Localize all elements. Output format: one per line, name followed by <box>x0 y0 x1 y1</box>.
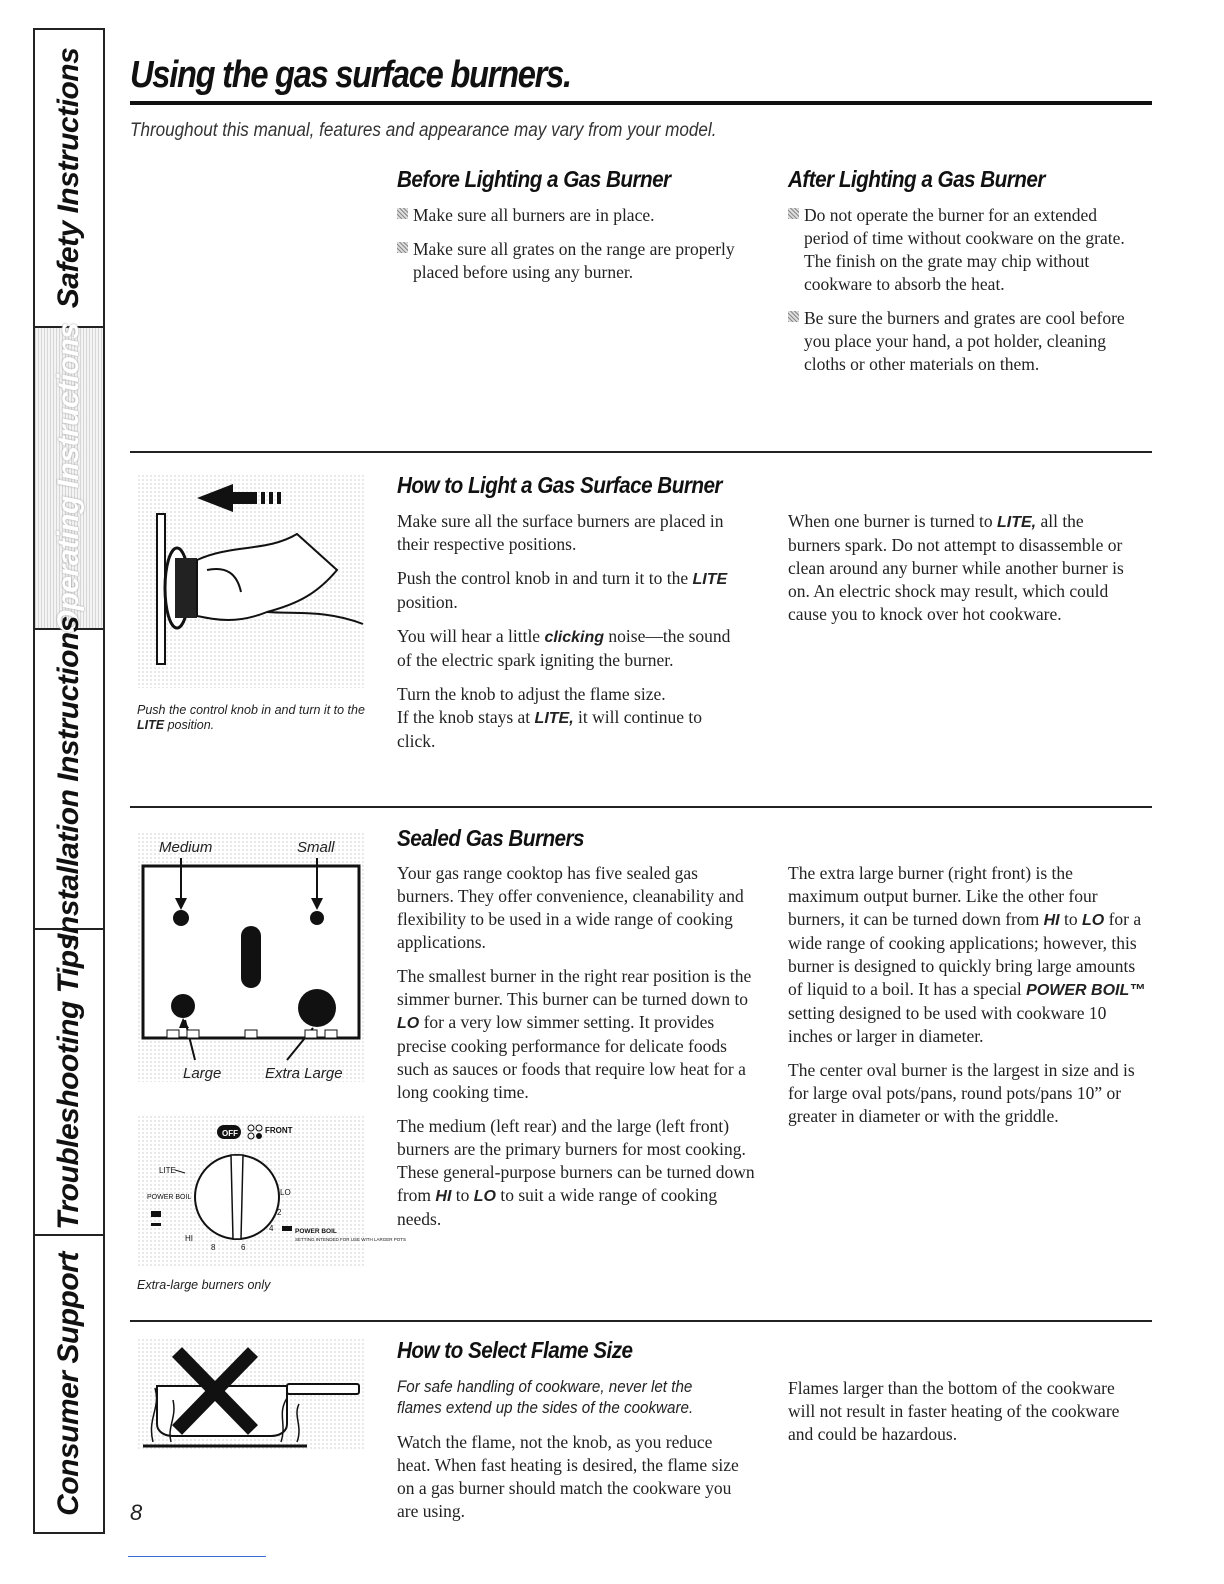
section-divider <box>130 451 1152 453</box>
bullet-text: Make sure all grates on the range are properly placed before using any burner. <box>413 239 735 282</box>
flame-heading: How to Select Flame Size <box>397 1337 633 1363</box>
pan-flame-icon <box>137 1338 365 1450</box>
tab-consumer-support[interactable] <box>35 1236 103 1532</box>
knob-note: SETTING INTENDED FOR USE WITH LARGER POTS <box>295 1237 407 1242</box>
burner-layout-diagram <box>137 832 365 1082</box>
knob-power-boil-label: POWER BOIL <box>147 1194 192 1201</box>
section-divider <box>130 806 1152 808</box>
bullet-icon <box>788 311 799 322</box>
knob-4-label: 4 <box>269 1224 274 1233</box>
sealed-caption: Extra-large burners only <box>137 1278 271 1292</box>
bullet-text: Do not operate the burner for an extended period of time without cookware on the grate. The finish on the grate may chip without cookware to absorb the heat. <box>804 205 1125 294</box>
tab-label: Safety Instructions <box>52 47 85 309</box>
knob-push-illustration <box>137 474 365 688</box>
page-title: Using the gas surface burners. <box>130 54 571 96</box>
knob-power-boil-right: POWER BOIL <box>295 1228 337 1235</box>
sealed-heading: Sealed Gas Burners <box>397 825 585 851</box>
tab-installation-instructions[interactable] <box>35 616 103 942</box>
page-number: 8 <box>130 1500 143 1525</box>
knob-lite-label: LITE <box>159 1166 176 1175</box>
paragraph: The extra large burner (right front) is the maximum output burner. Like the other four burners, it can be turned down from HI to LO for a wide range of cooking applications; however, this burner is designed to quickly bring large amounts of liquid to a boil. It has a special POWER BOIL™ setting designed to be used with cookware 10 inches or larger in diameter. <box>788 863 1146 1046</box>
footer-line <box>128 1556 266 1557</box>
paragraph: Turn the knob to adjust the flame size. If the knob stays at LITE, it will continue to click. <box>397 684 702 751</box>
section-tabs <box>33 28 105 1534</box>
section-divider <box>130 1320 1152 1322</box>
after-list <box>788 204 1133 387</box>
knob-6-label: 6 <box>241 1243 246 1252</box>
label-medium: Medium <box>159 839 213 856</box>
after-heading: After Lighting a Gas Burner <box>788 166 1045 192</box>
knob-off-label: OFF <box>222 1129 238 1138</box>
bullet-icon <box>397 242 408 253</box>
bullet-text: Be sure the burners and grates are cool before you place your hand, a pot holder, cleaning cloths or other materials on them. <box>804 308 1125 374</box>
label-large: Large <box>183 1065 222 1082</box>
knob-dial-icon <box>137 1115 407 1267</box>
knob-hi-label: HI <box>185 1234 193 1243</box>
light-right-body <box>788 510 1128 637</box>
cooktop-diagram <box>137 832 365 1082</box>
sealed-body <box>397 862 757 1242</box>
flame-right-text: Flames larger than the bottom of the cookware will not result in faster heating of the cookware and could be hazardous. <box>788 1378 1120 1444</box>
paragraph: Your gas range cooktop has five sealed gas burners. They offer convenience, cleanability and flexibility to be used in a wide range of cooking applications. <box>397 863 744 952</box>
light-heading: How to Light a Gas Surface Burner <box>397 472 722 498</box>
knob-8-label: 8 <box>211 1243 216 1252</box>
paragraph: The medium (left rear) and the large (left front) burners are the primary burners for most cooking. These general-purpose burners can be turned down from HI to LO to suit a wide range of cooking needs. <box>397 1116 755 1229</box>
knob-lo-label: LO <box>280 1188 291 1197</box>
paragraph: The center oval burner is the largest in size and is for large oval pots/pans, round pots/pans 10” or greater in diameter or with the griddle. <box>788 1060 1135 1126</box>
paragraph: When one burner is turned to LITE, all the burners spark. Do not attempt to disassemble or clean around any burner while another burner is on. An electric shock may result, which could cause you to knock over hot cookware. <box>788 511 1124 624</box>
tab-troubleshooting-tips[interactable] <box>35 930 103 1236</box>
label-extra-large: Extra Large <box>265 1065 343 1082</box>
tab-operating-instructions[interactable] <box>35 322 103 634</box>
page-subtitle: Throughout this manual, features and appearance may vary from your model. <box>130 120 717 141</box>
paragraph: Make sure all the surface burners are placed in their respective positions. <box>397 511 724 554</box>
flame-body <box>397 1377 767 1523</box>
flame-size-illustration <box>137 1338 365 1450</box>
tab-label: Consumer Support <box>52 1252 85 1516</box>
list-item <box>397 204 767 227</box>
paragraph: You will hear a little clicking noise—the sound of the electric spark igniting the burner. <box>397 626 731 670</box>
label-small: Small <box>297 839 335 856</box>
tab-label: Operating Instructions <box>52 322 85 634</box>
paragraph: The smallest burner in the right rear position is the simmer burner. This burner can be turned down to LO for a very low simmer setting. It provides precise cooking performance for delicate foods such as sauces or foods that require low heat for a long cooking time. <box>397 966 752 1102</box>
tab-safety-instructions[interactable] <box>35 30 103 328</box>
flame-caption: For safe handling of cookware, never let the flames extend up the sides of the cookware. <box>397 1378 694 1417</box>
light-body <box>397 510 742 764</box>
before-heading: Before Lighting a Gas Burner <box>397 166 671 192</box>
paragraph: Watch the flame, not the knob, as you reduce heat. When fast heating is desired, the flame size on a gas burner should match the cookware you are using. <box>397 1432 739 1521</box>
bullet-text: Make sure all burners are in place. <box>413 205 655 225</box>
knob-front-label: FRONT <box>265 1126 293 1135</box>
control-knob-diagram <box>137 1115 407 1267</box>
tab-label: Troubleshooting Tips <box>52 934 85 1230</box>
title-rule <box>130 101 1152 105</box>
list-item <box>397 238 767 284</box>
list-item <box>788 204 1133 296</box>
paragraph: Push the control knob in and turn it to the LITE position. <box>397 568 728 612</box>
tab-label: Installation Instructions <box>52 616 85 942</box>
knob-2-label: 2 <box>277 1208 282 1217</box>
bullet-icon <box>397 208 408 219</box>
hand-knob-icon <box>137 474 365 688</box>
before-list <box>397 204 767 295</box>
list-item <box>788 307 1133 376</box>
bullet-icon <box>788 208 799 219</box>
sealed-right-body <box>788 862 1146 1139</box>
light-caption: Push the control knob in and turn it to the LITE position. <box>137 703 365 732</box>
